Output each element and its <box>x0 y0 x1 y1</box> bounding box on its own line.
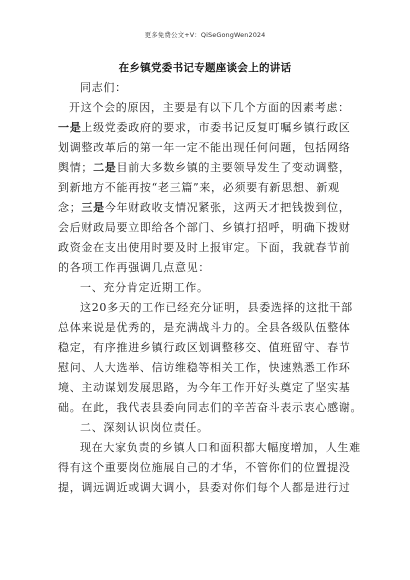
emphasis-lead: 二是 <box>93 161 117 174</box>
text-line <box>58 258 360 278</box>
text-line <box>58 438 360 458</box>
text-line <box>58 378 360 398</box>
text-run: 一、充分肯定近期工作。 <box>80 281 209 294</box>
text-line <box>58 318 360 338</box>
text-run: 提，调远调近或调大调小，县委对你们每个人都是进行过 <box>58 481 351 494</box>
document-title: 在乡镇党委书记专题座谈会上的讲话 <box>118 62 292 74</box>
text-run: 的各项工作再强调几点意见： <box>58 261 211 274</box>
text-line <box>58 198 360 218</box>
text-run: 这20多天的工作已经充分证明，县委选择的这批干部 <box>80 301 353 314</box>
text-run: 总体来说是优秀的，是充满战斗力的。全县各级队伍整体 <box>58 321 351 334</box>
text-run: 划调整改革后的第一年一定不能出现任何问题，包括网络 <box>58 141 351 154</box>
text-run: 慰问、人大选举、信访维稳等相关工作，快速熟悉工作环 <box>58 361 351 374</box>
text-run: 上级党委政府的要求，市委书记反复叮嘱乡镇行政区 <box>81 121 351 134</box>
text-line <box>58 278 360 298</box>
text-run: 境、主动谋划发展思路，为今年工作开好头奠定了坚实基 <box>58 381 351 394</box>
text-run: 目前大多数乡镇的主要领导发生了变动调整， <box>116 161 351 174</box>
text-run: 到新地方不能再按“老三篇”来，必须要有新思想、新观 <box>58 181 340 194</box>
text-line <box>58 478 360 498</box>
text-line <box>58 158 360 178</box>
text-run: 今年财政收支情况紧张，这两天才把钱拨到位， <box>104 201 351 214</box>
text-line <box>58 338 360 358</box>
text-line <box>58 358 360 378</box>
text-run: 稳定，有序推进乡镇行政区划调整移交、值班留守、春节 <box>58 341 351 354</box>
text-run: 开这个会的原因，主要是有以下几个方面的因素考虑： <box>69 101 350 114</box>
text-line <box>58 118 360 138</box>
text-run: 现在大家负责的乡镇人口和面积都大幅度增加，人生难 <box>80 441 361 454</box>
text-line <box>58 238 360 258</box>
text-line <box>58 78 360 98</box>
text-run: 同志们： <box>80 81 127 94</box>
text-line <box>58 398 363 418</box>
text-line <box>58 218 360 238</box>
text-run: 舆情； <box>58 161 94 174</box>
text-line <box>58 138 360 158</box>
header-note: 更多免费公文+V：QiSeGongWen2024 <box>144 31 266 39</box>
text-line <box>58 458 360 478</box>
text-line <box>58 298 360 318</box>
text-run: 会后财政局要立即给各个部门、乡镇打招呼，明确下拨财 <box>58 221 351 234</box>
emphasis-lead: 一是 <box>58 121 82 134</box>
text-run: 得有这个重要岗位施展自己的才华，不管你们的位置提没 <box>58 461 351 474</box>
text-run: 政资金在支出使用时要及时上报审定。下面，我就春节前 <box>58 241 351 254</box>
text-run: 二、深刻认识岗位责任。 <box>80 421 209 434</box>
text-run: 念； <box>58 201 82 214</box>
text-line <box>58 98 360 118</box>
text-line <box>58 418 360 438</box>
emphasis-lead: 三是 <box>81 201 105 214</box>
document-body <box>58 78 363 498</box>
text-run: 础。在此，我代表县委向同志们的辛苦奋斗表示衷心感谢。 <box>58 401 363 414</box>
text-line <box>58 178 360 198</box>
